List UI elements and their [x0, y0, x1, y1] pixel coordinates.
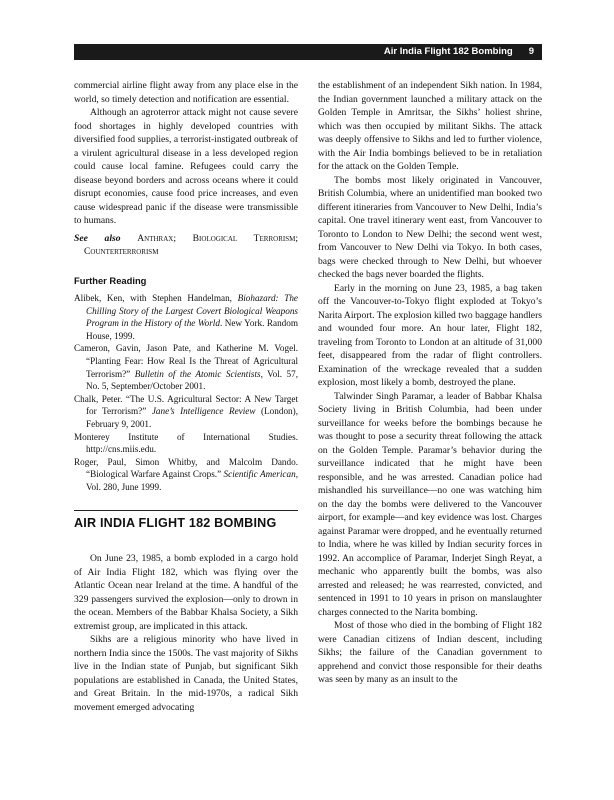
- left-column: [74, 79, 298, 714]
- running-header: [384, 44, 534, 60]
- running-title: Air India Flight 182 Bombing: [383, 46, 513, 57]
- paragraph: Although an agroterror attack might not cause severe food shortages in highly developed countries with diversified food supplies, a terrorist-instigated outbreak of a virulent agricultural disease in a less developed region could cause local famine. Refugees could carry the disease beyond borders and across oceans where it could disrupt economies, cause food price increases, and even cause widespread panic if the disease were transmissible to humans.: [74, 107, 298, 226]
- reference-item: Cameron, Gavin, Jason Pate, and Katherine M. Vogel. “Planting Fear: How Real Is the Threat of Agricultural Terrorism?” Bulletin of the Atomic Scientists, Vol. 57, No. 5, September/October 2001.: [74, 343, 299, 392]
- see-also-label: See also: [74, 232, 121, 244]
- paragraph: Most of those who died in the bombing of Flight 182 were Canadian citizens of Indian descent, including Sikhs; the failure of the Canadian government to apprehend and convict those responsible for their deaths was seen by many as an insult to the: [318, 620, 542, 685]
- paragraph: On June 23, 1985, a bomb exploded in a cargo hold of Air India Flight 182, which was flying over the Atlantic Ocean near Ireland at the time. A handful of the 329 passengers survived the explosion—only to drown in the ocean. Members of the Babbar Khalsa Society, a Sikh extremist group, are implicated in this attack.: [74, 553, 298, 632]
- paragraph: commercial airline flight away from any place else in the world, so timely detection and notification are essential.: [74, 80, 298, 105]
- section-title: AIR INDIA FLIGHT 182 BOMBING: [74, 515, 277, 530]
- paragraph: the establishment of an independent Sikh nation. In 1984, the Indian government launched a military attack on the Golden Temple in Amritsar, the Sikhs’ holiest shrine, which was then occupied by militant Sikhs. The attack was deeply offensive to Sikhs and led to further violence, with the Air India bombings believed to be in retaliation for the attack on the Golden Temple.: [318, 80, 542, 172]
- section-divider: [74, 510, 298, 511]
- see-also-items: Anthrax; Biological Terrorism; Counterterrorism: [84, 232, 298, 257]
- paragraph: Early in the morning on June 23, 1985, a bag taken off the Vancouver-to-Tokyo flight exploded at Tokyo’s Narita Airport. The explosion killed two baggage handlers and wounded four more. An hour later, Flight 182, traveling from Toronto to London at an altitude of 31,000 feet, disappeared from the radar of flight controllers. Examination of the wreckage revealed that a sudden explosion, most likely a bomb, destroyed the plane.: [318, 282, 542, 388]
- reference-item: Chalk, Peter. “The U.S. Agricultural Sector: A New Target for Terrorism?” Jane’s Intelligence Review (London), February 9, 2001.: [74, 393, 298, 429]
- page-number: 9: [528, 46, 534, 57]
- paragraph: Sikhs are a religious minority who have lived in northern India since the 1500s. The vast majority of Sikhs live in the Indian state of Punjab, but significant Sikh populations are established in Canada, the United States, and Great Britain. In the mid-1970s, a radical Sikh movement emerged advocating: [74, 634, 298, 713]
- paragraph: The bombs most likely originated in Vancouver, British Columbia, where an unidentified man booked two different itineraries from Vancouver to New Delhi, India’s capital. One travel itinerary went east, from Vancouver to Toronto to London to New Delhi; the second went west, from Vancouver to New Delhi via Tokyo. In both cases, bags were checked through to New Delhi, but whoever checked the bags never boarded the flights.: [318, 174, 542, 280]
- reference-item: Roger, Paul, Simon Whitby, and Malcolm Dando. “Biological Warfare Against Crops.” Scientific American, Vol. 280, June 1999.: [74, 456, 298, 492]
- reference-item: Alibek, Ken, with Stephen Handelman, Biohazard: The Chilling Story of the Largest Covert Biological Weapons Program in the History of the World. New York. Random House, 1999.: [74, 293, 298, 341]
- paragraph: Talwinder Singh Paramar, a leader of Babbar Khalsa Society living in British Columbia, had been under surveillance for weeks before the bombings because he was thought to pose a security threat following the attack on the Golden Temple. Paramar’s behavior during the surveillance indicated that he might have been responsible, and he was arrested. Canadian police had mishandled his surveillance—no one was watching him on the day the bombs were delivered to the Vancouver airport, for example—and key evidence was lost. Charges against Paramar were dropped, and he eventually returned to India, where he was killed by Indian security forces in 1992. An accomplice of Paramar, Inderjet Singh Reyat, a mechanic who apparently built the bombs, was also arrested and released; he was rearrested, convicted, and sentenced in 1991 to 10 years in prison on manslaughter charges connected to the Narita bombing.: [318, 390, 542, 618]
- see-also: [74, 232, 298, 259]
- running-header-bar: [74, 44, 542, 60]
- reference-item: Monterey Institute of International Studies. http://cns.miis.edu.: [74, 431, 298, 455]
- right-column: [318, 79, 542, 687]
- further-reading-heading: Further Reading: [74, 274, 147, 286]
